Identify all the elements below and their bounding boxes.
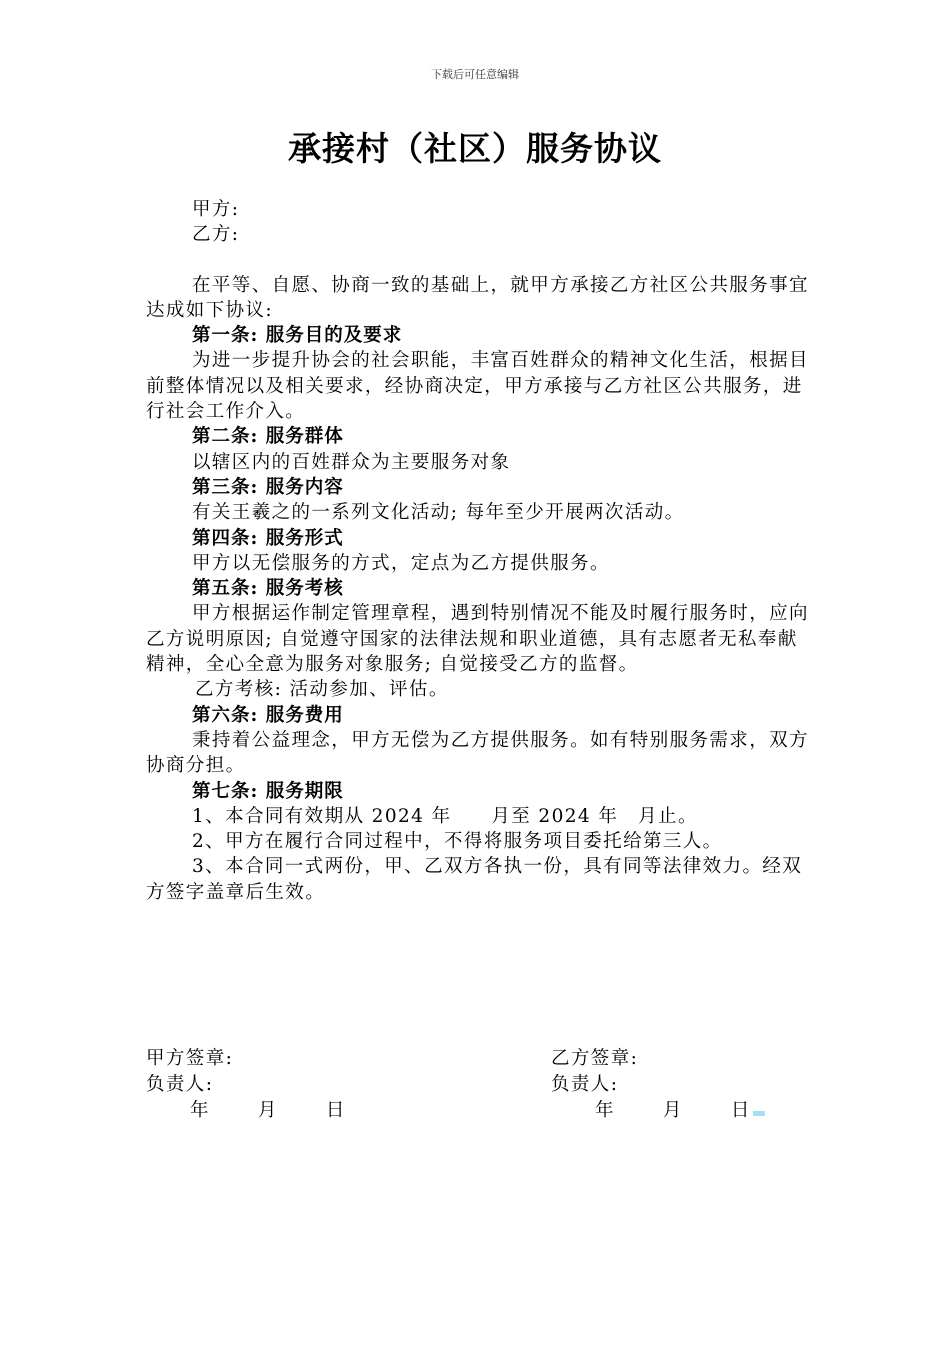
- party-a-label: 甲方:: [192, 199, 240, 220]
- article-7-item-2: 2、甲方在履行合同过程中，不得将服务项目委托给第三人。: [192, 831, 723, 853]
- party-a-seal-label: 甲方签章:: [146, 1048, 234, 1069]
- article-5-text: 甲方根据运作制定管理章程，遇到特别情况不能及时履行服务时，应向乙方说明原因; 自觉遵守国家的法律法规和职业道德，具有志愿者无私奉献精神，全心全意为服务对象服务; 自觉接受乙方的监督。: [146, 603, 809, 676]
- article-3-text: 有关王羲之的一系列文化活动; 每年至少开展两次活动。: [192, 502, 685, 524]
- party-b-signature-block: [551, 1046, 765, 1124]
- article-6-heading: 第六条: 服务费用: [192, 704, 344, 726]
- year-label: 年: [190, 1100, 210, 1121]
- article-1-heading: 第一条: 服务目的及要求: [192, 325, 403, 347]
- party-b-label: 乙方:: [192, 224, 240, 246]
- page-header: 下载后可任意编辑: [431, 68, 519, 81]
- intro-paragraph: 在平等、自愿、协商一致的基础上，就甲方承接乙方社区公共服务事宜达成如下协议:: [146, 274, 809, 321]
- article-3-heading: 第三条: 服务内容: [192, 476, 344, 498]
- day-label: 日: [325, 1100, 346, 1121]
- article-1-text: 为进一步提升协会的社会职能，丰富百姓群众的精神文化生活，根据目前整体情况以及相关要求，经协商决定，甲方承接与乙方社区公共服务，进行社会工作介入。: [146, 350, 809, 423]
- party-a-signature-block: [146, 1046, 346, 1124]
- party-a-date: [146, 1098, 346, 1124]
- article-7-item-1: 1、本合同有效期从 2024 年 月至 2024 年 月止。: [192, 805, 698, 827]
- month-label: 月: [257, 1100, 278, 1121]
- party-b-seal-label: 乙方签章:: [551, 1048, 639, 1069]
- article-5-heading: 第五条: 服务考核: [192, 578, 344, 600]
- article-7-heading: 第七条: 服务期限: [192, 780, 344, 802]
- article-4-text: 甲方以无偿服务的方式，定点为乙方提供服务。: [192, 552, 610, 574]
- party-a-person-label: 负责人:: [146, 1074, 214, 1095]
- article-4-heading: 第四条: 服务形式: [192, 527, 344, 549]
- document-body: [146, 197, 816, 905]
- cursor-marker: [753, 1111, 765, 1116]
- article-2-heading: 第二条: 服务群体: [192, 426, 344, 448]
- party-b-date: [551, 1098, 765, 1124]
- article-5-text-2: 乙方考核: 活动参加、评估。: [195, 679, 449, 701]
- month-label: 月: [662, 1100, 683, 1121]
- document-title: 承接村（社区）服务协议: [288, 129, 662, 168]
- article-2-text: 以辖区内的百姓群众为主要服务对象: [192, 451, 511, 473]
- article-6-text: 秉持着公益理念，甲方无偿为乙方提供服务。如有特别服务需求，双方协商分担。: [146, 729, 809, 777]
- day-label: 日: [730, 1100, 751, 1121]
- party-b-person-label: 负责人:: [551, 1074, 619, 1095]
- article-7-item-3: 3、本合同一式两份，甲、乙双方各执一份，具有同等法律效力。经双方签字盖章后生效。: [146, 856, 803, 903]
- year-label: 年: [595, 1100, 615, 1121]
